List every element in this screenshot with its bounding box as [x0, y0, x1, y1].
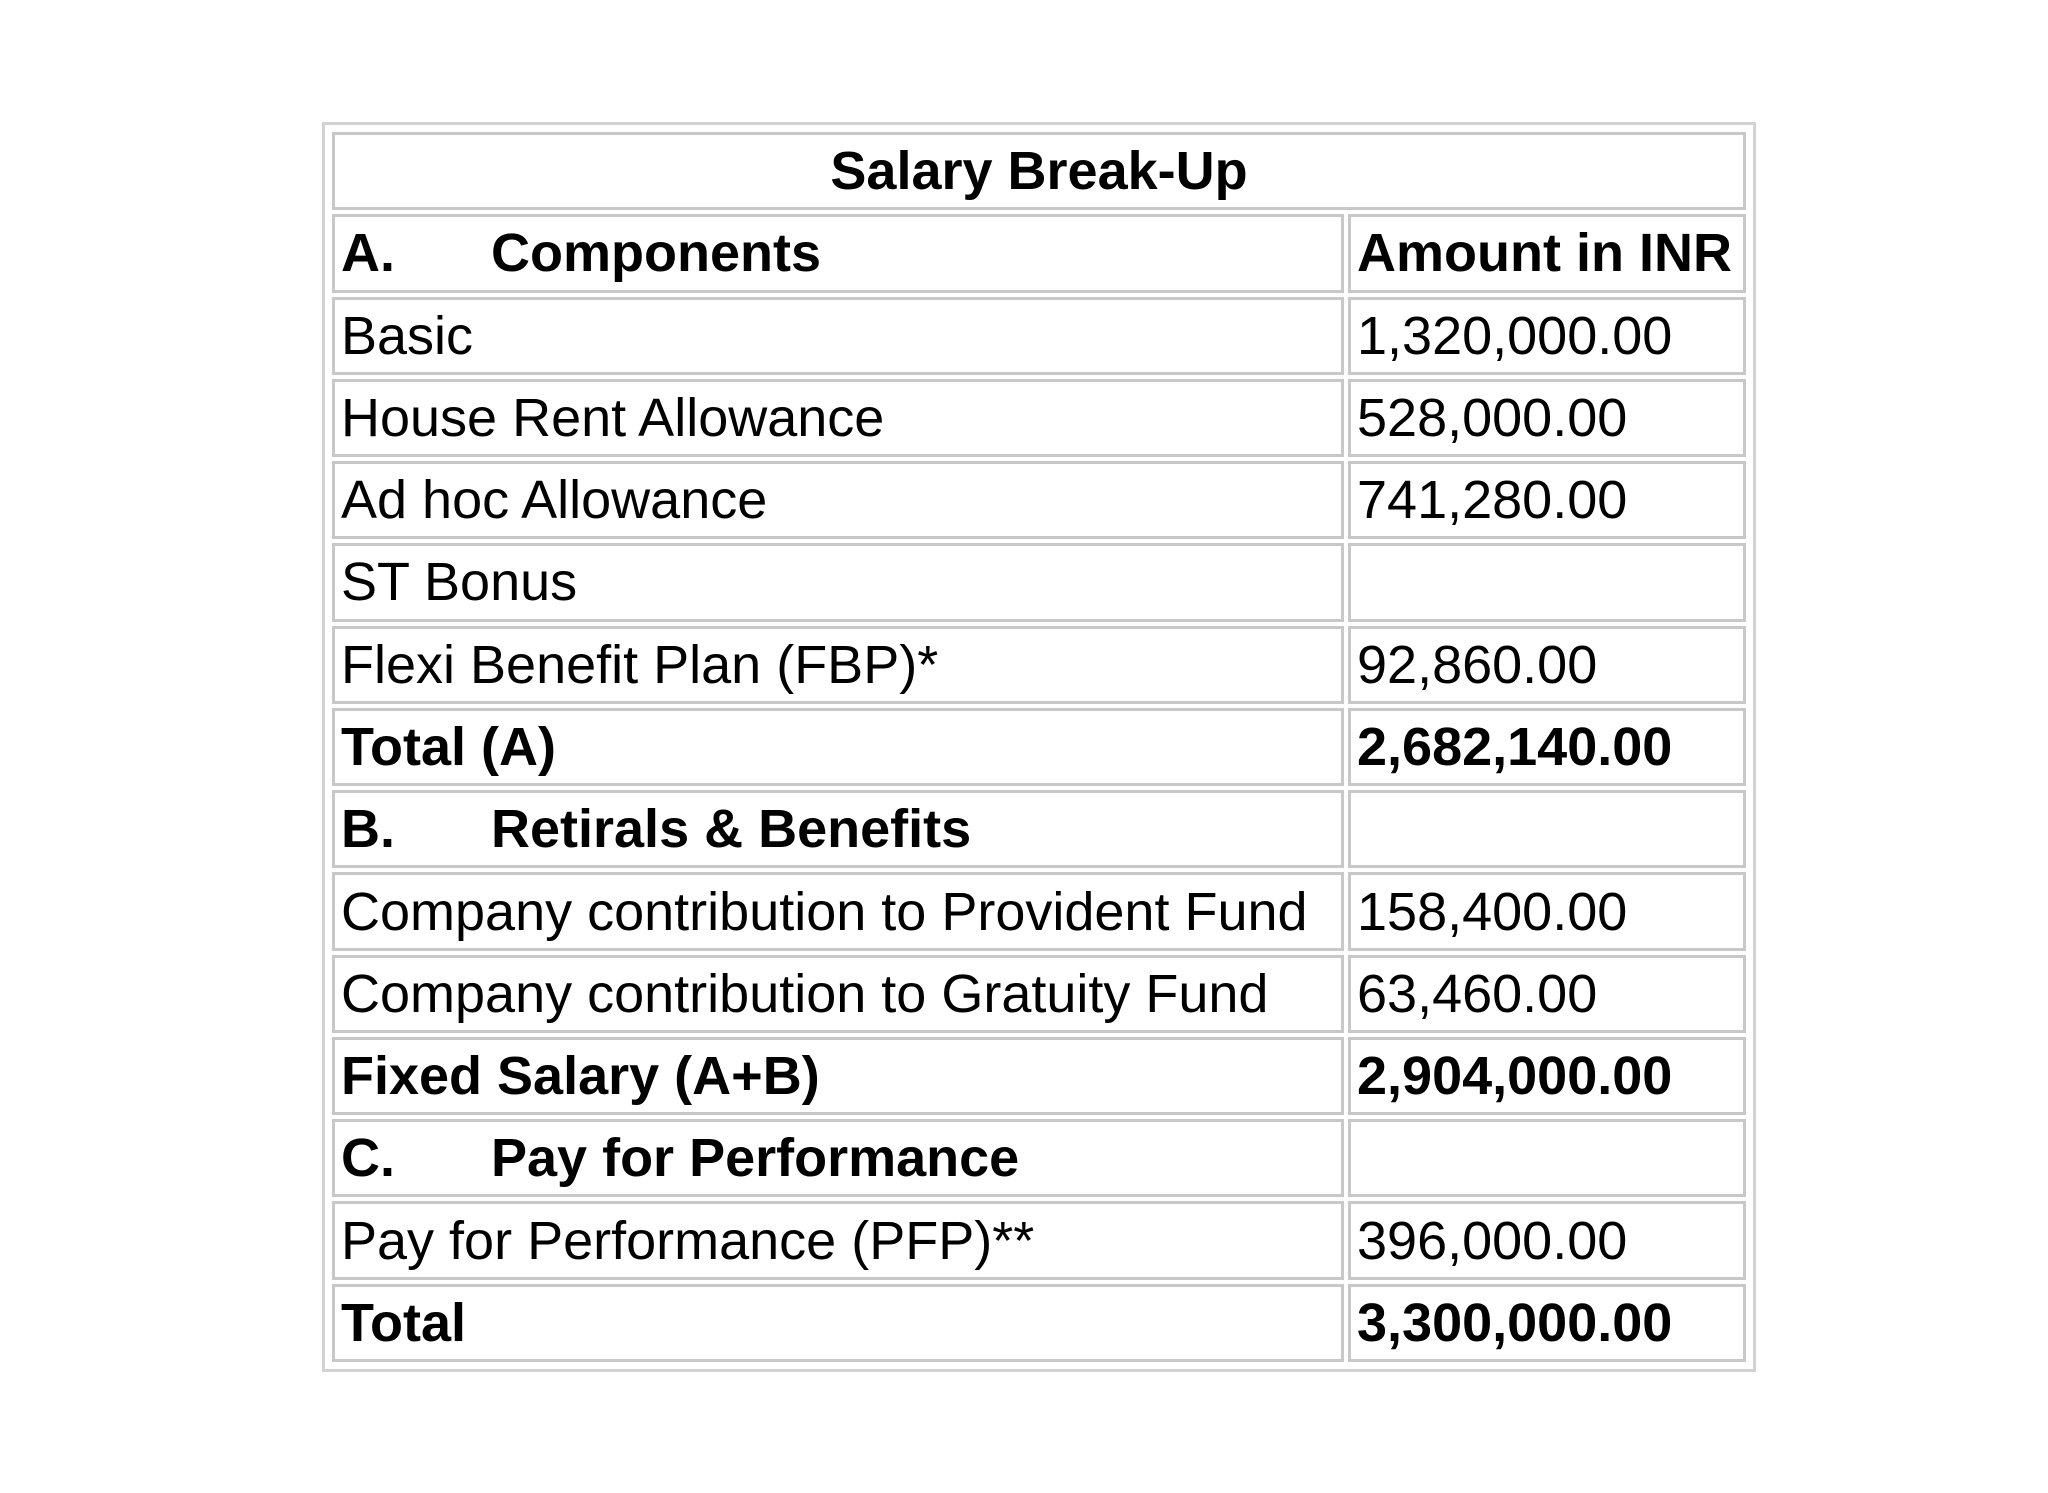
section-c-header: [332, 1119, 1344, 1197]
section-c-row: [332, 1119, 1746, 1197]
row-label: Basic: [332, 297, 1344, 375]
row-label: Flexi Benefit Plan (FBP)*: [332, 626, 1344, 704]
salary-breakup-sheet: [322, 122, 1756, 1372]
total-a-row: [332, 708, 1746, 786]
table-row: [332, 297, 1746, 375]
row-label: Total (A): [332, 708, 1344, 786]
row-label: ST Bonus: [332, 543, 1344, 621]
section-letter: A.: [341, 223, 395, 284]
row-amount: [1348, 790, 1746, 868]
table-row: [332, 626, 1746, 704]
table-title: Salary Break-Up: [332, 132, 1746, 210]
row-amount: 528,000.00: [1348, 379, 1746, 457]
amount-header: Amount in INR: [1348, 214, 1746, 292]
row-label: Total: [332, 1284, 1344, 1362]
row-amount: 1,320,000.00: [1348, 297, 1746, 375]
row-amount: 2,904,000.00: [1348, 1037, 1746, 1115]
table-header-row: [332, 214, 1746, 292]
row-amount: 63,460.00: [1348, 955, 1746, 1033]
table-row: [332, 1201, 1746, 1279]
row-amount: 92,860.00: [1348, 626, 1746, 704]
grand-total-row: [332, 1284, 1746, 1362]
section-letter: B.: [341, 799, 395, 860]
section-label: Retirals & Benefits: [491, 799, 972, 860]
table-row: [332, 379, 1746, 457]
table-row: [332, 543, 1746, 621]
section-label: Pay for Performance: [491, 1128, 1020, 1189]
section-b-row: [332, 790, 1746, 868]
row-label: Ad hoc Allowance: [332, 461, 1344, 539]
table-row: [332, 872, 1746, 950]
table-title-row: [332, 132, 1746, 210]
row-label: Company contribution to Gratuity Fund: [332, 955, 1344, 1033]
row-label: Fixed Salary (A+B): [332, 1037, 1344, 1115]
row-label: Company contribution to Provident Fund: [332, 872, 1344, 950]
table-row: [332, 461, 1746, 539]
section-label: Components: [491, 223, 821, 284]
salary-breakup-table: [328, 128, 1750, 1366]
table-row: [332, 955, 1746, 1033]
row-amount: 396,000.00: [1348, 1201, 1746, 1279]
section-letter: C.: [341, 1128, 395, 1189]
row-amount: 3,300,000.00: [1348, 1284, 1746, 1362]
row-label: Pay for Performance (PFP)**: [332, 1201, 1344, 1279]
row-label: House Rent Allowance: [332, 379, 1344, 457]
row-amount: [1348, 543, 1746, 621]
section-b-header: [332, 790, 1344, 868]
row-amount: [1348, 1119, 1746, 1197]
section-a-header: [332, 214, 1344, 292]
row-amount: 2,682,140.00: [1348, 708, 1746, 786]
row-amount: 158,400.00: [1348, 872, 1746, 950]
row-amount: 741,280.00: [1348, 461, 1746, 539]
fixed-salary-row: [332, 1037, 1746, 1115]
